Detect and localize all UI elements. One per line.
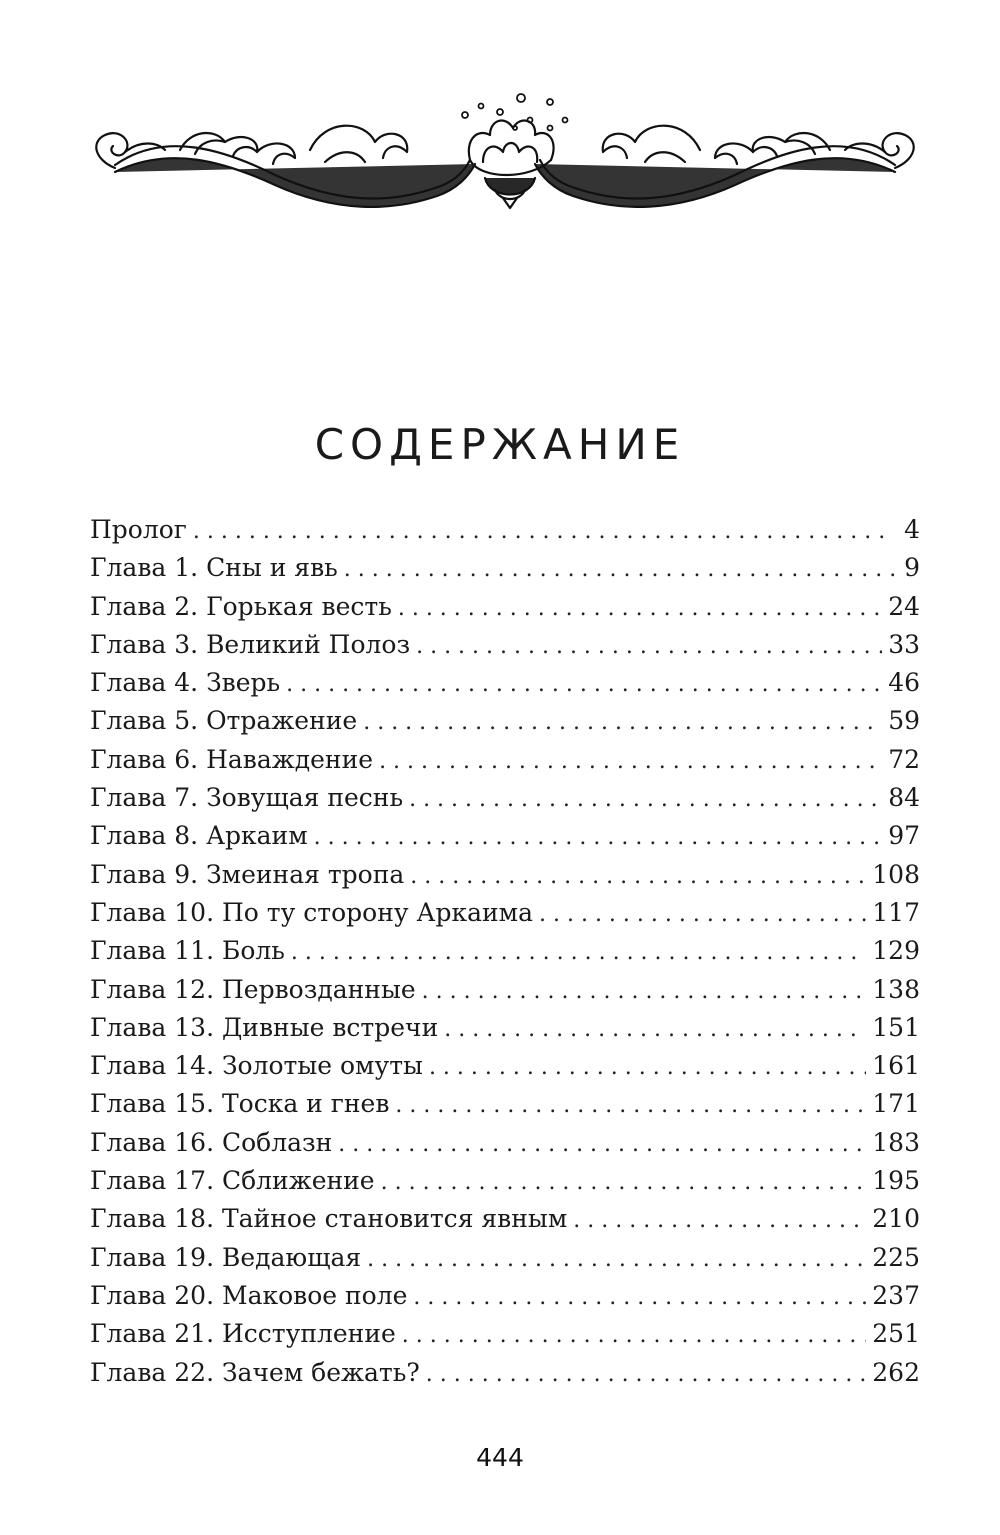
toc-entry-title: Глава 20. Маковое поле (90, 1280, 408, 1310)
toc-entry-page: 151 (872, 1012, 920, 1042)
toc-leader-dots (426, 1356, 867, 1394)
toc-leader-dots (395, 1087, 866, 1125)
toc-leader-dots (381, 1164, 867, 1202)
toc-entry (90, 1124, 920, 1162)
toc-leader-dots (344, 551, 894, 589)
toc-entry (90, 894, 920, 932)
toc-entry (90, 1162, 920, 1200)
toc-leader-dots (539, 896, 866, 934)
toc-entry-page: 9 (904, 553, 920, 583)
toc-entry-page: 97 (888, 821, 920, 851)
toc-entry-title: Глава 7. Зовущая песнь (90, 783, 404, 813)
toc-entry (90, 1315, 920, 1353)
toc-entry-title: Глава 10. По ту сторону Аркаима (90, 897, 533, 927)
toc-entry-title: Глава 11. Боль (90, 936, 285, 966)
page-number: 444 (476, 1443, 524, 1472)
toc-entry (90, 702, 920, 740)
toc-entry-title: Глава 13. Дивные встречи (90, 1012, 439, 1042)
table-of-contents (90, 511, 920, 1392)
toc-entry (90, 1085, 920, 1123)
toc-leader-dots (286, 666, 882, 704)
toc-leader-dots (363, 704, 882, 742)
toc-entry (90, 588, 920, 626)
toc-leader-dots (193, 513, 894, 551)
toc-entry-title: Глава 16. Соблазн (90, 1127, 333, 1157)
toc-entry-page: 108 (872, 859, 920, 889)
toc-entry-title: Глава 21. Исступление (90, 1319, 396, 1349)
toc-entry-title: Глава 6. Наваждение (90, 744, 374, 774)
toc-entry-title: Глава 15. Тоска и гнев (90, 1089, 390, 1119)
toc-entry-title: Глава 19. Ведающая (90, 1242, 362, 1272)
toc-leader-dots (422, 973, 867, 1011)
toc-entry (90, 932, 920, 970)
toc-entry-page: 46 (888, 668, 920, 698)
toc-entry (90, 741, 920, 779)
toc-entry-page: 171 (872, 1089, 920, 1119)
toc-entry-page: 117 (872, 897, 920, 927)
toc-entry-page: 183 (872, 1127, 920, 1157)
toc-leader-dots (410, 858, 866, 896)
toc-entry-page: 195 (872, 1166, 920, 1196)
toc-entry-title: Глава 4. Зверь (90, 668, 281, 698)
toc-entry-page: 4 (904, 515, 920, 544)
toc-entry-title: Глава 5. Отражение (90, 706, 358, 736)
toc-entry-page: 237 (872, 1280, 920, 1310)
toc-entry (90, 1277, 920, 1315)
toc-entry (90, 664, 920, 702)
toc-leader-dots (367, 1241, 866, 1279)
toc-entry (90, 1239, 920, 1277)
toc-entry (90, 1009, 920, 1047)
toc-entry-title: Глава 1. Сны и явь (90, 553, 338, 583)
toc-entry (90, 1200, 920, 1238)
toc-entry-page: 225 (872, 1242, 920, 1272)
toc-entry-page: 84 (888, 783, 920, 813)
toc-entry-page: 24 (888, 591, 920, 621)
toc-leader-dots (429, 1049, 866, 1087)
toc-leader-dots (409, 781, 882, 819)
toc-entry (90, 1354, 920, 1392)
toc-entry (90, 1047, 920, 1085)
toc-entry (90, 856, 920, 894)
toc-leader-dots (413, 1279, 866, 1317)
toc-leader-dots (314, 819, 883, 857)
baroque-scroll-flower-ornament-icon (85, 90, 925, 225)
page-title: СОДЕРЖАНИЕ (314, 420, 686, 469)
toc-entry-page: 72 (888, 744, 920, 774)
toc-entry-page: 129 (872, 936, 920, 966)
toc-entry-title: Глава 2. Горькая весть (90, 591, 392, 621)
toc-entry-title: Пролог (90, 515, 187, 544)
toc-entry-title: Глава 14. Золотые омуты (90, 1051, 423, 1081)
toc-entry (90, 626, 920, 664)
toc-entry-page: 210 (872, 1204, 920, 1234)
toc-entry-title: Глава 22. Зачем бежать? (90, 1357, 420, 1387)
toc-entry-title: Глава 3. Великий Полоз (90, 629, 411, 659)
toc-leader-dots (379, 743, 882, 781)
toc-entry-title: Глава 12. Первозданные (90, 974, 416, 1004)
toc-leader-dots (402, 1317, 867, 1355)
toc-entry-page: 33 (888, 629, 920, 659)
toc-leader-dots (444, 1011, 866, 1049)
toc-entry (90, 549, 920, 587)
toc-entry-page: 262 (872, 1357, 920, 1387)
toc-entry-title: Глава 8. Аркаим (90, 821, 308, 851)
toc-entry (90, 779, 920, 817)
toc-entry (90, 511, 920, 549)
toc-entry-page: 161 (872, 1051, 920, 1081)
toc-leader-dots (573, 1202, 866, 1240)
toc-entry-page: 138 (872, 974, 920, 1004)
toc-leader-dots (291, 934, 866, 972)
toc-entry-page: 251 (872, 1319, 920, 1349)
toc-entry-title: Глава 17. Сближение (90, 1166, 375, 1196)
toc-entry-page: 59 (888, 706, 920, 736)
toc-leader-dots (338, 1126, 866, 1164)
toc-entry (90, 971, 920, 1009)
toc-entry (90, 817, 920, 855)
toc-entry-title: Глава 9. Змеиная тропа (90, 859, 405, 889)
toc-entry-title: Глава 18. Тайное становится явным (90, 1204, 568, 1234)
toc-leader-dots (416, 628, 882, 666)
toc-leader-dots (398, 590, 882, 628)
